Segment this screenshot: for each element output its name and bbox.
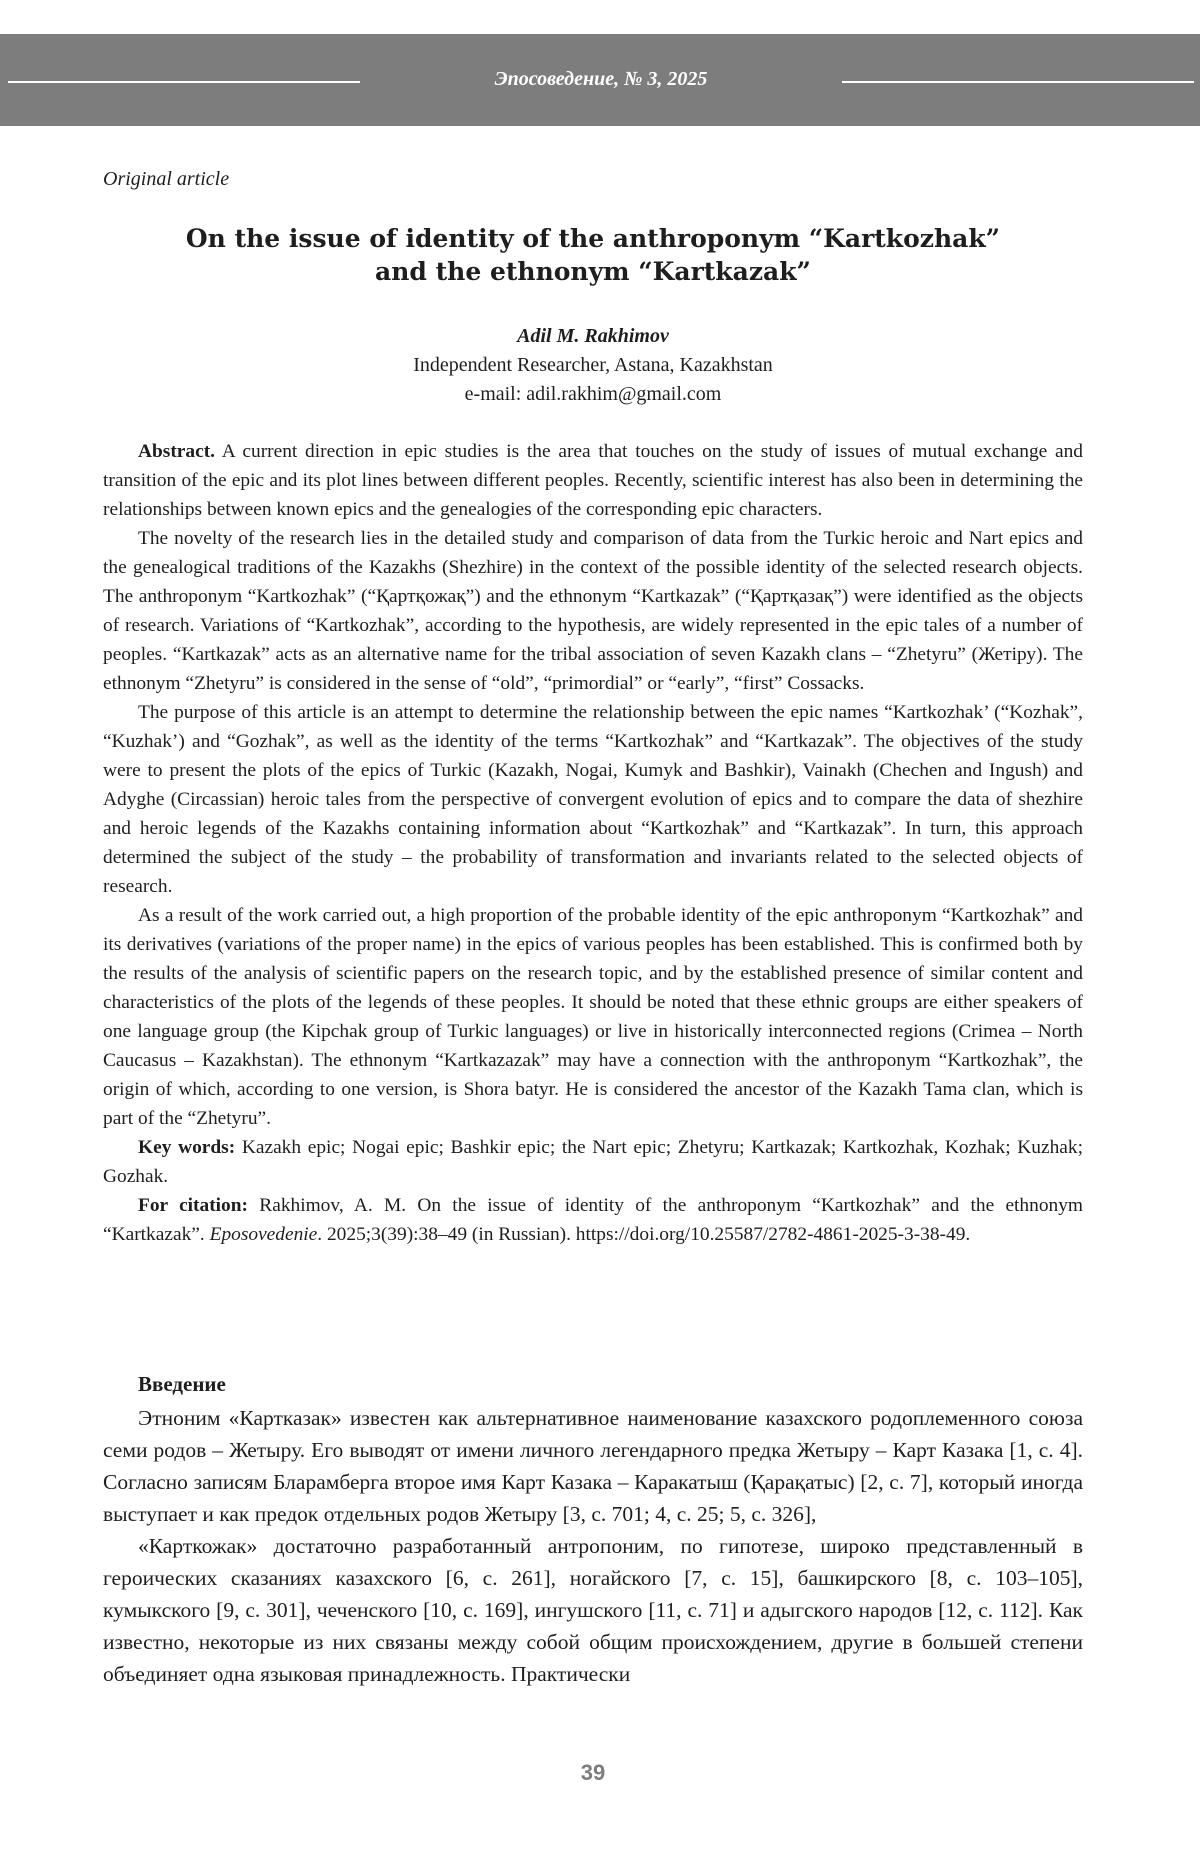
intro-section — [103, 1402, 1083, 1690]
citation-details: . 2025;3(39):38–49 (in Russian). https://doi.org/10.25587/2782-4861-2025-3-38-49. — [317, 1224, 971, 1245]
journal-title: Эпосоведение, № 3, 2025 — [494, 68, 708, 90]
journal-header-band — [0, 34, 1200, 126]
citation-journal: Eposovedenie — [209, 1224, 318, 1245]
author-affiliation: Independent Researcher, Astana, Kazakhstan — [413, 354, 773, 376]
title-line-1: On the issue of identity of the anthroponym “Kartkozhak” — [185, 224, 1001, 253]
intro-heading: Введение — [138, 1372, 226, 1396]
keywords-label: Key words: — [138, 1137, 236, 1158]
abstract-paragraph: As a result of the work carried out, a high proportion of the probable identity of the epic anthroponym “Kartkozhak” and its derivatives (variations of the proper name) in the epics of various peoples has been established. This is confirmed both by the results of the analysis of scientific papers on the research topic, and by the established presence of similar content and characteristics of the plots of the legends of these peoples. It should be noted that these ethnic groups are either speakers of one language group (the Kipchak group of Turkic languages) or live in historically interconnected regions (Crimea – North Caucasus – Kazakhstan). The ethnonym “Kartkazazak” may have a connection with the anthroponym “Kartkozhak”, the origin of which, according to one version, is Shora batyr. He is considered the ancestor of the Kazakh Tama clan, which is part of the “Zhetyru”. — [103, 905, 1083, 1129]
keywords-paragraph — [103, 1133, 1083, 1191]
abstract-paragraph: The purpose of this article is an attempt to determine the relationship between the epic names “Kartkozhak’ (“Kozhak”, “Kuzhak’) and “Gozhak”, as well as the identity of the terms “Kartkozhak” and “Kartkazak”. The objectives of the study were to present the plots of the epics of Turkic (Kazakh, Nogai, Kumyk and Bashkir), Vainakh (Chechen and Ingush) and Adyghe (Circassian) heroic tales from the perspective of convergent evolution of epics and to compare the data of shezhire and heroic legends of the Kazakhs containing information about “Kartkozhak” and “Kartkazak”. In turn, this approach determined the subject of the study – the probability of transformation and invariants related to the selected objects of research. — [103, 702, 1083, 897]
citation-paragraph — [103, 1191, 1083, 1249]
abstract-paragraph — [103, 437, 1083, 524]
article-title — [103, 222, 1083, 288]
author-block — [103, 322, 1083, 409]
citation-text: Rakhimov, A. M. On the issue of identity of the anthroponym “Kartkozhak” and the ethnonym “Kartkazak”. — [103, 1195, 1083, 1245]
abstract-section — [103, 437, 1083, 1249]
article-type: Original article — [103, 168, 230, 190]
title-line-2: and the ethnonym “Kartkazak” — [375, 257, 811, 286]
author-name: Adil M. Rakhimov — [517, 325, 669, 347]
abstract-text: A current direction in epic studies is the area that touches on the study of issues of mutual exchange and transition of the epic and its plot lines between different peoples. Recently, scientific interest has also been in determining the relationships between known epics and the genealogies of the corresponding epic characters. — [103, 441, 1083, 520]
header-rule-left — [8, 81, 360, 83]
keywords-text: Kazakh epic; Nogai epic; Bashkir epic; the Nart epic; Zhetyru; Kartkazak; Kartkozhak, Kozhak; Kuzhak; Gozhak. — [103, 1137, 1083, 1187]
intro-paragraph: Этноним «Картказак» известен как альтернативное наименование казахского родоплеменного союза семи родов – Жетыру. Его выводят от имени личного легендарного предка Жетыру – Карт Казака [1, с. 4]. Согласно записям Бларамберга второе имя Карт Казака – Каракатыш (Қарақатыс) [2, с. 7], который иногда выступает и как предок отдельных родов Жетыру [3, с. 701; 4, с. 25; 5, с. 326], — [103, 1406, 1083, 1526]
abstract-paragraph: The novelty of the research lies in the detailed study and comparison of data from the Turkic heroic and Nart epics and the genealogical traditions of the Kazakhs (Shezhire) in the context of the possible identity of the selected research objects. The anthroponym “Kartkozhak” (“Қартқожақ”) and the ethnonym “Kartkazak” (“Қартқазақ”) were identified as the objects of research. Variations of “Kartkozhak”, according to the hypothesis, are widely represented in the epic tales of a number of peoples. “Kartkazak” acts as an alternative name for the tribal association of seven Kazakh clans – “Zhetyru” (Жетіру). The ethnonym “Zhetyru” is considered in the sense of “old”, “primordial” or “early”, “first” Cossacks. — [103, 528, 1083, 694]
page-number: 39 — [580, 1760, 606, 1785]
abstract-label: Abstract. — [138, 441, 216, 462]
header-rule-right — [842, 81, 1194, 83]
citation-label: For citation: — [138, 1195, 248, 1216]
intro-paragraph: «Карткожак» достаточно разработанный антропоним, по гипотезе, широко представленный в героических сказаниях казахского [6, с. 261], ногайского [7, с. 15], башкирского [8, с. 103–105], кумыкского [9, с. 301], чеченского [10, с. 169], ингушского [11, с. 71] и адыгского народов [12, с. 112]. Как известно, некоторые из них связаны между собой общим происхождением, другие в большей степени объединяет одна языковая принадлежность. Практически — [103, 1534, 1083, 1686]
author-email: e-mail: adil.rakhim@gmail.com — [464, 383, 722, 405]
